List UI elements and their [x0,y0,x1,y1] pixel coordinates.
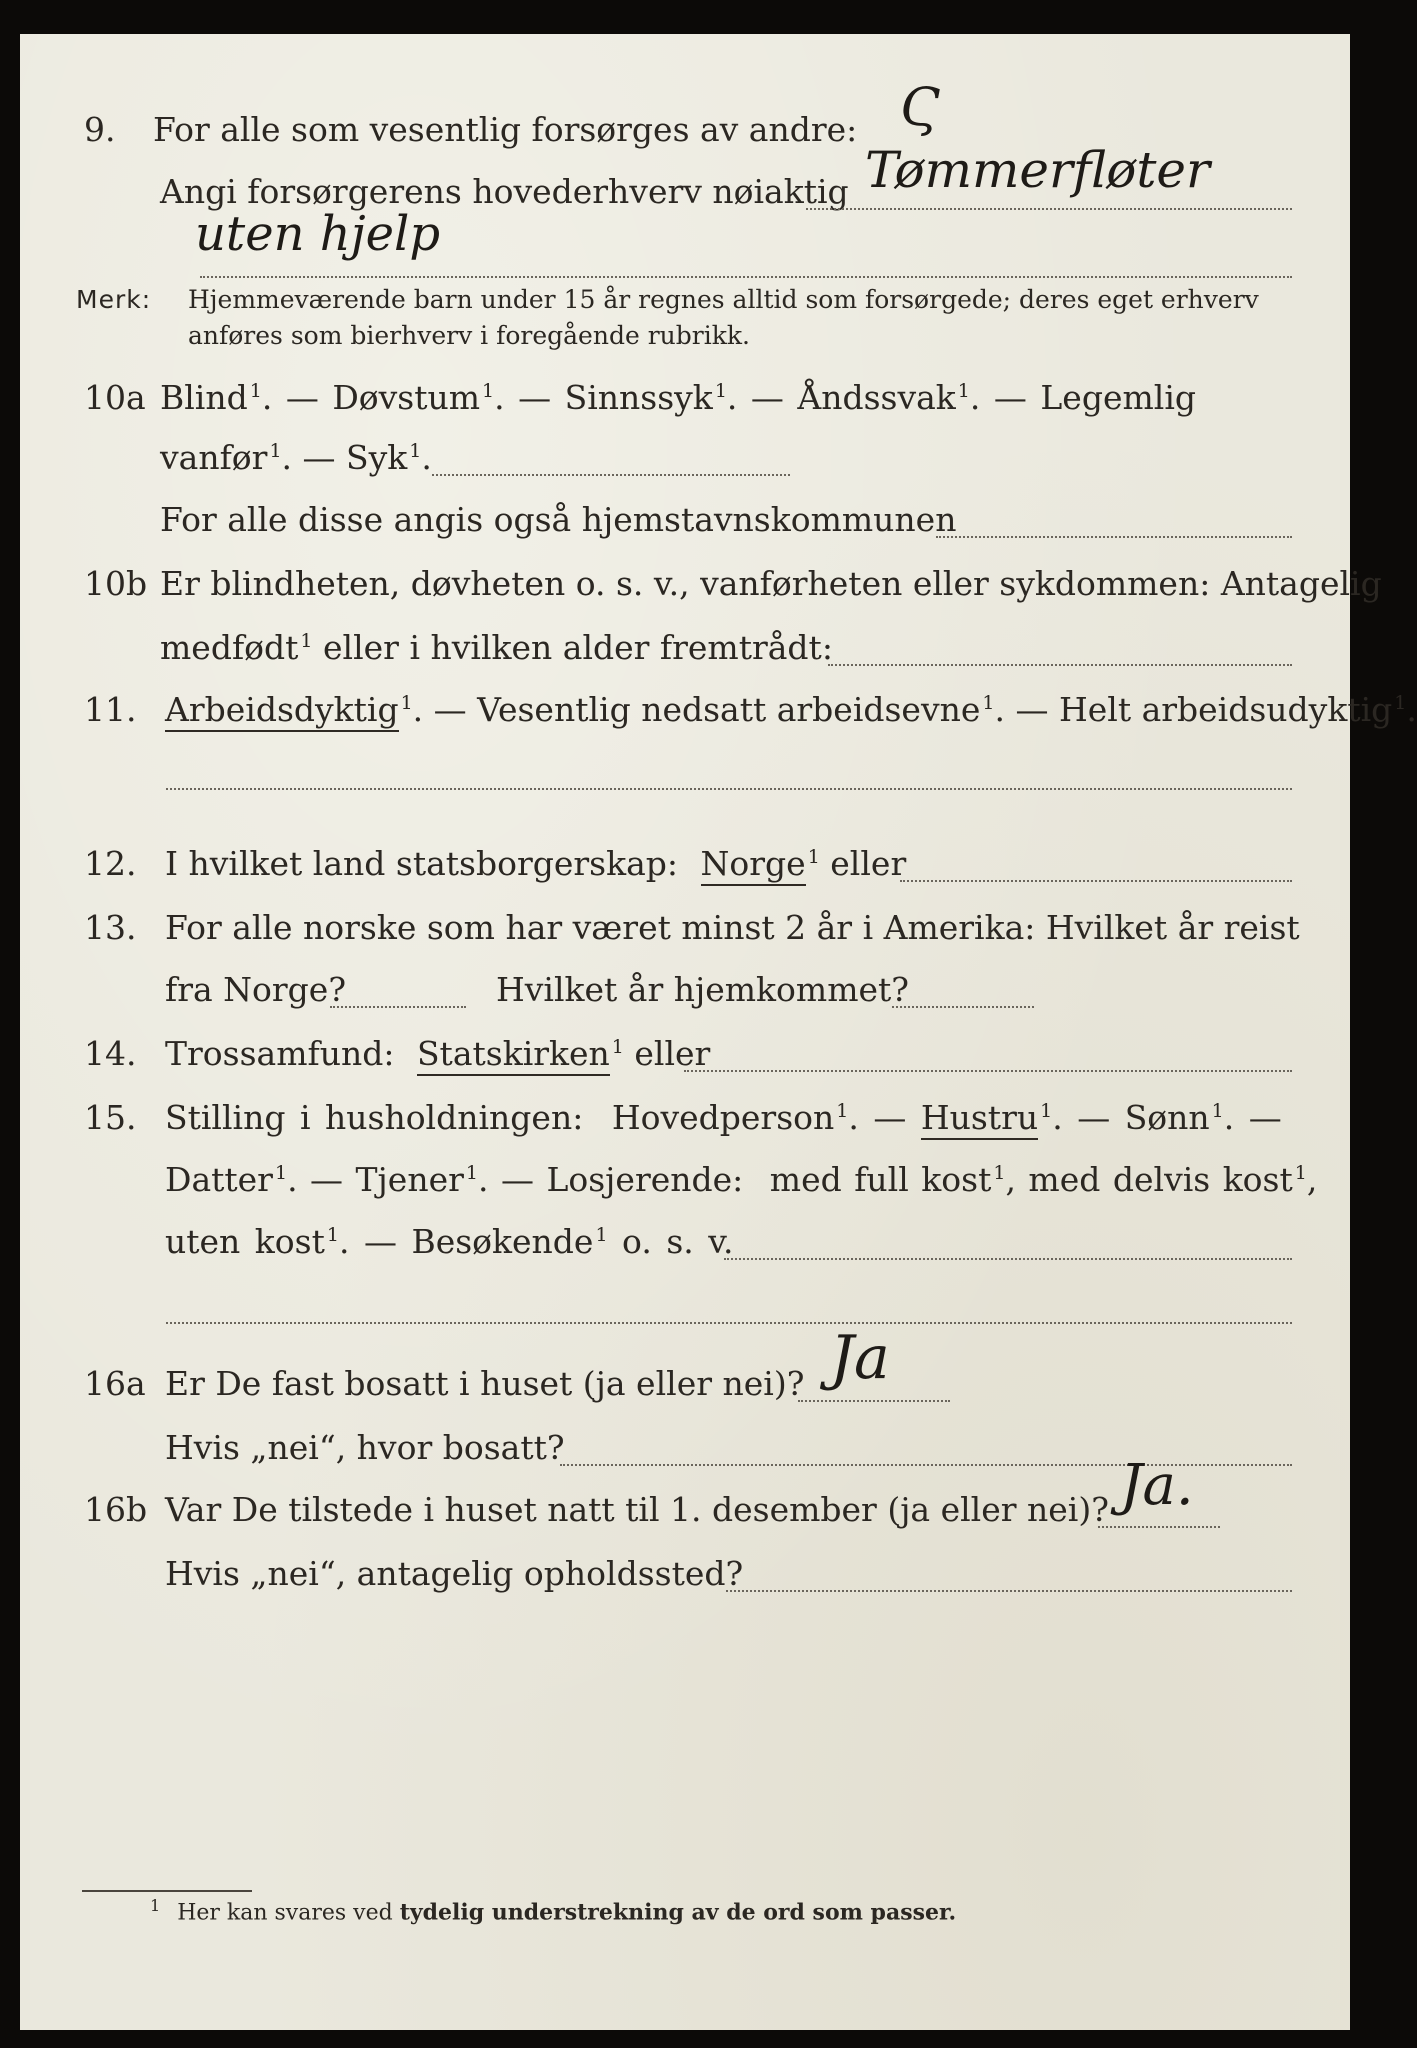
q13-hjemkommet-label: Hvilket år hjemkommet? [496,970,909,1009]
q10a-options-2: vanfør $^1$. — Syk $^1$. [160,438,432,477]
q9-mark: Ϛ [900,78,940,138]
q11-number: 11. [84,690,137,729]
q13-reist-label: fra Norge? [165,970,347,1009]
opt-hustru[interactable]: Hustru [921,1098,1038,1140]
q12-options: I hvilket land statsborgerskap: Norge $^1$ eller [165,844,906,884]
opt-nedsatt[interactable]: Vesentlig nedsatt arbeidsevne [477,690,981,729]
q9-number: 9. [84,110,116,149]
opt-norge[interactable]: Norge [701,844,806,886]
q16b-question: Var De tilstede i huset natt til 1. desember (ja eller nei)? [165,1490,1109,1529]
footnote-bold-text: tydelig understrekning av de ord som passer. [399,1899,957,1926]
opt-vanfor[interactable]: vanfør [160,438,268,477]
q12-eller: eller [830,844,907,883]
opt-sonn[interactable]: Sønn [1124,1098,1210,1137]
q10b-question: Er blindheten, døvheten o. s. v., vanførheten eller sykdommen: Antagelig [160,564,1382,603]
q16b-answer-line[interactable] [1098,1526,1220,1528]
opt-dovstum[interactable]: Døvstum [332,378,481,417]
q12-label: I hvilket land statsborgerskap: [165,844,679,883]
q10b-options: medfødt $^1$ eller i hvilken alder fremtrådt: [160,628,833,667]
census-form-page [20,34,1417,2030]
q15-answer-line[interactable] [724,1258,1292,1260]
q16a-answer-line[interactable] [798,1400,950,1402]
q10a-number: 10a [84,378,146,417]
q16b-number: 16b [84,1490,148,1529]
q13-reist-line[interactable] [330,1006,466,1008]
opt-medfodt[interactable]: medfødt [160,628,299,667]
opt-arbeidsdyktig[interactable]: Arbeidsdyktig [165,690,399,732]
q13-number: 13. [84,908,137,947]
q9-answer-occupation: Tømmerfløter [865,141,1210,199]
opt-besokende[interactable]: Besøkende [411,1222,594,1261]
q14-label: Trossamfund: [165,1034,395,1073]
opt-losjerende: Losjerende: [546,1160,744,1199]
opt-sinnssyk[interactable]: Sinnssyk [564,378,713,417]
opt-hovedperson[interactable]: Hovedperson [611,1098,835,1137]
q14-answer-line[interactable] [684,1070,1292,1072]
opt-andssvak[interactable]: Åndssvak [797,378,956,417]
footnote [150,1896,956,1925]
opt-tjener[interactable]: Tjener [355,1160,464,1199]
q12-answer-line[interactable] [900,880,1292,882]
q15-options-1: Stilling i husholdningen: Hovedperson $^1$. — Hustru $^1$. — Sønn $^1$. — [165,1098,1282,1138]
q15-extra-line[interactable] [166,1322,1292,1324]
opt-uten-kost[interactable]: uten kost [165,1222,325,1261]
q10b-number: 10b [84,564,148,603]
q10b-alder-label: eller i hvilken alder fremtrådt: [323,628,833,667]
opt-datter[interactable]: Datter [165,1160,273,1199]
note-line-1: Hjemmeværende barn under 15 år regnes alltid som forsørgede; deres eget erhverv [188,285,1259,314]
q14-eller: eller [634,1034,711,1073]
q15-options-2: Datter $^1$. — Tjener $^1$. — Losjerende: med full kost $^1$, med delvis kost $^1$, [165,1160,1318,1199]
q11-options: Arbeidsdyktig $^1$. — Vesentlig nedsatt arbeidsevne $^1$. — Helt arbeidsudyktig $^1$. [165,690,1417,730]
q15-number: 15. [84,1098,137,1137]
q16b-answer: Ja. [1120,1453,1194,1518]
q15-options-3: uten kost $^1$. — Besøkende $^1$ o. s. v. [165,1222,734,1261]
q9-extra-line[interactable] [200,276,1292,278]
footnote-text: Her kan svares ved [177,1900,393,1926]
opt-legemlig[interactable]: Legemlig [1040,378,1196,417]
q16a-bosatt-label: Hvis „nei“, hvor bosatt? [165,1428,565,1467]
footnote-number: 1 [150,1896,161,1915]
q16a-number: 16a [84,1364,146,1403]
opt-udyktig[interactable]: Helt arbeidsudyktig [1058,690,1393,729]
q10a-hjemstavn-line[interactable] [936,536,1292,538]
q15-osv: o. s. v. [622,1222,734,1261]
opt-statskirken[interactable]: Statskirken [417,1034,610,1076]
q9-question: For alle som vesentlig forsørges av andre: [153,110,858,149]
opt-full-kost[interactable]: med full kost [769,1160,992,1199]
q16b-opphold-line[interactable] [726,1590,1292,1592]
opt-delvis-kost[interactable]: med delvis kost [1028,1160,1293,1199]
q9-answer-extra: uten hjelp [195,206,441,262]
q16b-opphold-label: Hvis „nei“, antagelig opholdssted? [165,1554,744,1593]
q13-hjemkommet-line[interactable] [892,1006,1034,1008]
q16a-answer: Ja [830,1323,890,1393]
q10a-hjemstavn-label: For alle disse angis også hjemstavnskommunen [160,500,957,539]
opt-syk[interactable]: Syk [346,438,408,477]
footnote-rule [82,1890,252,1892]
q10a-options: Blind $^1$. — Døvstum $^1$. — Sinnssyk $^1$. — Åndssvak $^1$. — Legemlig [160,378,1196,417]
q16a-question: Er De fast bosatt i huset (ja eller nei)? [165,1364,805,1403]
q11-answer-line[interactable] [166,788,1292,790]
q13-question: For alle norske som har været minst 2 år i Amerika: Hvilket år reist [165,908,1300,947]
q9-answer-line[interactable] [806,208,1292,210]
q12-number: 12. [84,844,137,883]
q10b-answer-line[interactable] [828,664,1292,666]
q9-occupation-label: Angi forsørgerens hovederhverv nøiaktig [160,172,849,211]
q15-label: Stilling i husholdningen: [165,1098,584,1137]
note-label: Merk: [76,285,152,314]
note-line-2: anføres som bierhverv i foregående rubrikk. [188,321,750,350]
q14-number: 14. [84,1034,137,1073]
q10a-syk-line[interactable] [432,474,790,476]
q14-options: Trossamfund: Statskirken $^1$ eller [165,1034,710,1074]
opt-blind[interactable]: Blind [160,378,248,417]
